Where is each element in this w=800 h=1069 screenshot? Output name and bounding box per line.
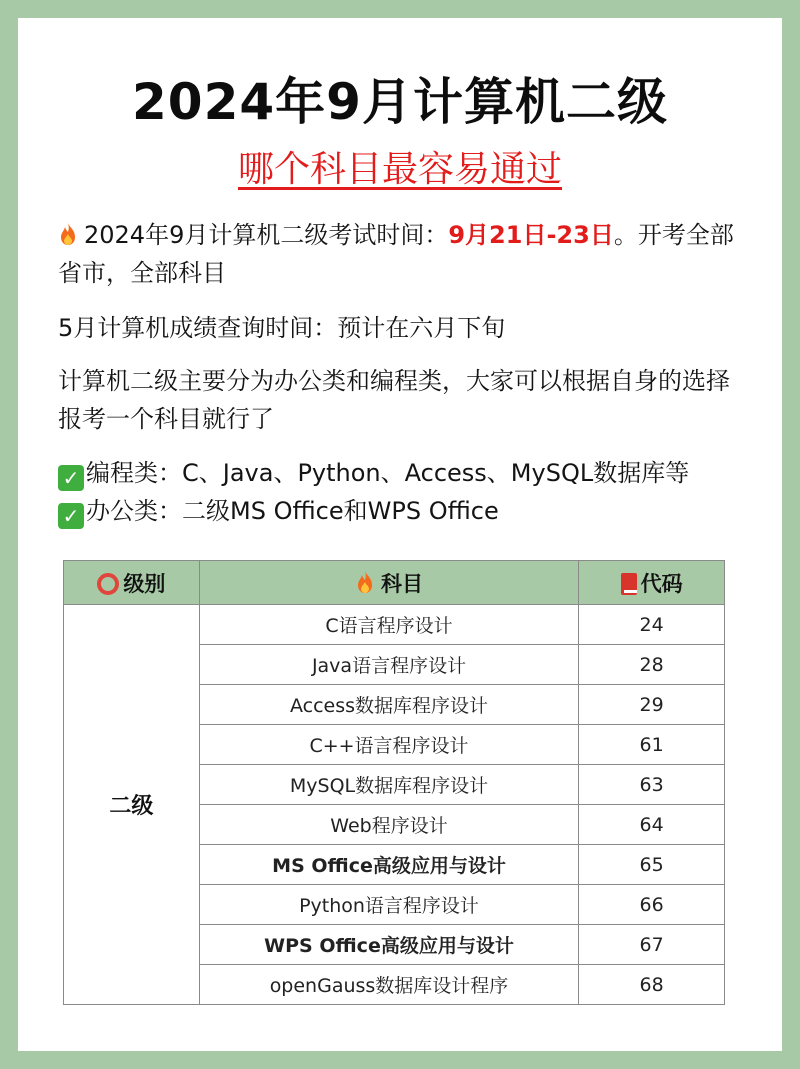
office-text: 办公类：二级MS Office和WPS Office [86,497,499,525]
code-cell: 29 [579,685,725,725]
subject-cell: C++语言程序设计 [199,725,578,765]
subject-cell: MySQL数据库程序设计 [199,765,578,805]
header-subject [199,561,578,605]
page-subtitle [18,146,782,194]
code-cell: 28 [579,645,725,685]
programming-category [58,454,758,492]
code-cell: 66 [579,885,725,925]
categories-intro-text: 计算机二级主要分为办公类和编程类，大家可以根据自身的选择报考一个科目就行了 [58,367,730,433]
header-code [579,561,725,605]
code-cell: 68 [579,965,725,1005]
subject-table [63,560,725,1005]
table-header-row [64,561,725,605]
subject-cell: WPS Office高级应用与设计 [199,925,578,965]
score-query-text: 5月计算机成绩查询时间：预计在六月下旬 [58,314,506,342]
code-cell: 67 [579,925,725,965]
subject-cell: Web程序设计 [199,805,578,845]
exam-time-prefix: 2024年9月计算机二级考试时间： [84,221,449,249]
code-cell: 61 [579,725,725,765]
code-cell: 64 [579,805,725,845]
code-cell: 24 [579,605,725,645]
subtitle-text: 哪个科目最容易通过 [237,149,562,190]
subject-cell: openGauss数据库设计程序 [199,965,578,1005]
header-level [64,561,200,605]
code-cell: 65 [579,845,725,885]
table-row [64,605,725,645]
exam-time-paragraph [58,216,748,292]
page-title: 2024年9月计算机二级 [132,73,668,131]
book-icon [621,573,637,595]
subject-cell: Access数据库程序设计 [199,685,578,725]
header-level-label: 级别 [123,571,166,596]
exam-date-highlight: 9月21日-23日 [448,221,614,249]
subject-cell: Python语言程序设计 [199,885,578,925]
programming-text: 编程类：C、Java、Python、Access、MySQL数据库等 [86,459,690,487]
office-category [58,492,748,530]
fire-icon [58,222,78,246]
subject-cell: C语言程序设计 [199,605,578,645]
header-code-label: 代码 [640,571,683,596]
content-card [18,18,782,1051]
check-icon: ✓ [58,503,84,529]
fire-icon [355,570,375,594]
subject-cell: MS Office高级应用与设计 [199,845,578,885]
level-cell: 二级 [64,605,200,1005]
header-subject-label: 科目 [381,571,423,596]
check-icon: ✓ [58,465,84,491]
subject-cell: Java语言程序设计 [199,645,578,685]
code-cell: 63 [579,765,725,805]
circle-icon [97,573,119,595]
exam-time-suffix: 。开考全部省市，全部科目 [58,221,734,287]
